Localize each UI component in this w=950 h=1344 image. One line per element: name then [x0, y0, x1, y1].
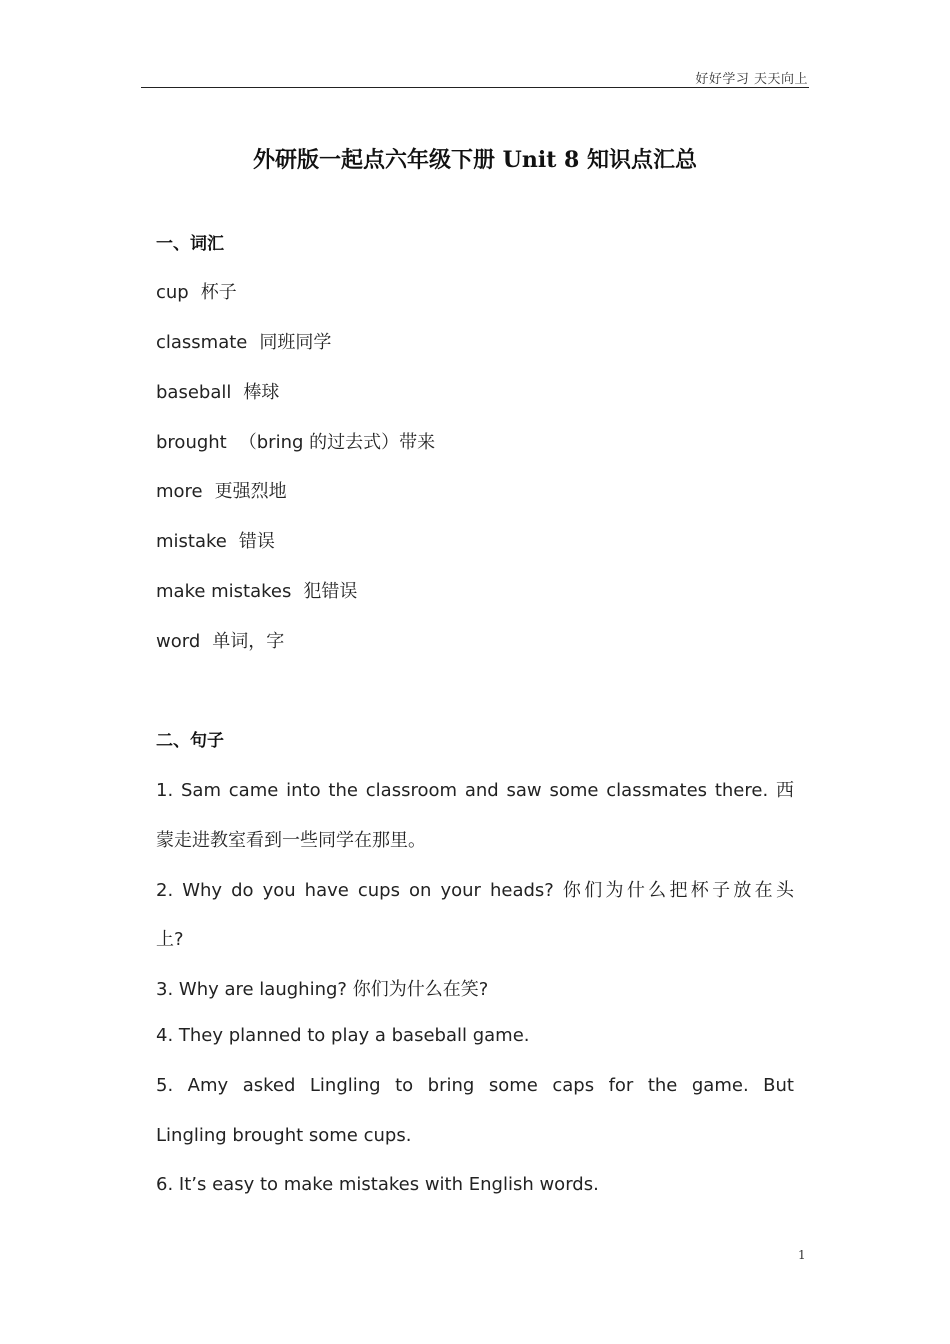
sentence-line: 5. Amy asked Lingling to bring some caps for the game. But [156, 1075, 794, 1096]
vocab-meaning: 更强烈地 [214, 481, 287, 502]
section-heading-sentences: 二、句子 [156, 731, 224, 751]
vocab-term: cup [156, 282, 189, 303]
vocab-meaning: 棒球 [243, 382, 280, 403]
vocab-meaning: 杯子 [200, 282, 237, 303]
sentence-line: Lingling brought some cups. [156, 1125, 412, 1146]
vocab-term: more [156, 481, 203, 502]
vocab-item [156, 378, 279, 404]
sentence-line: 1. Sam came into the classroom and saw some classmates there. 西 [156, 780, 794, 801]
sentence-line: 3. Why are laughing? 你们为什么在笑? [156, 979, 489, 1000]
vocab-term: classmate [156, 332, 248, 353]
vocab-meaning: 同班同学 [259, 332, 332, 353]
header-motto: 好好学习 天天向上 [695, 72, 808, 87]
header-divider [141, 87, 809, 88]
vocab-term: word [156, 631, 201, 652]
vocab-term: make mistakes [156, 581, 292, 602]
sentence-line: 上? [156, 929, 184, 950]
vocab-item [156, 278, 237, 304]
vocab-item [156, 477, 287, 503]
vocab-item [156, 577, 357, 603]
vocab-meaning: （bring 的过去式）带来 [238, 432, 436, 453]
vocab-term: baseball [156, 382, 232, 403]
sentence-line: 2. Why do you have cups on your heads? 你们为什么把杯子放在头 [156, 880, 794, 901]
vocab-item [156, 428, 435, 454]
vocab-meaning: 单词，字 [212, 631, 285, 652]
section-heading-vocab: 一、词汇 [156, 234, 224, 254]
sentence-line: 4. They planned to play a baseball game. [156, 1025, 530, 1046]
sentence-line: 6. It’s easy to make mistakes with English words. [156, 1174, 599, 1195]
vocab-meaning: 错误 [238, 531, 275, 552]
sentence-line: 蒙走进教室看到一些同学在那里。 [156, 830, 426, 851]
vocab-item [156, 328, 331, 354]
page-title: 外研版一起点六年级下册 Unit 8 知识点汇总 [253, 147, 697, 173]
page-number: 1 [798, 1248, 806, 1262]
vocab-item [156, 627, 284, 653]
vocab-meaning: 犯错误 [303, 581, 358, 602]
vocab-term: mistake [156, 531, 227, 552]
vocab-term: brought [156, 432, 227, 453]
vocab-item [156, 527, 275, 553]
